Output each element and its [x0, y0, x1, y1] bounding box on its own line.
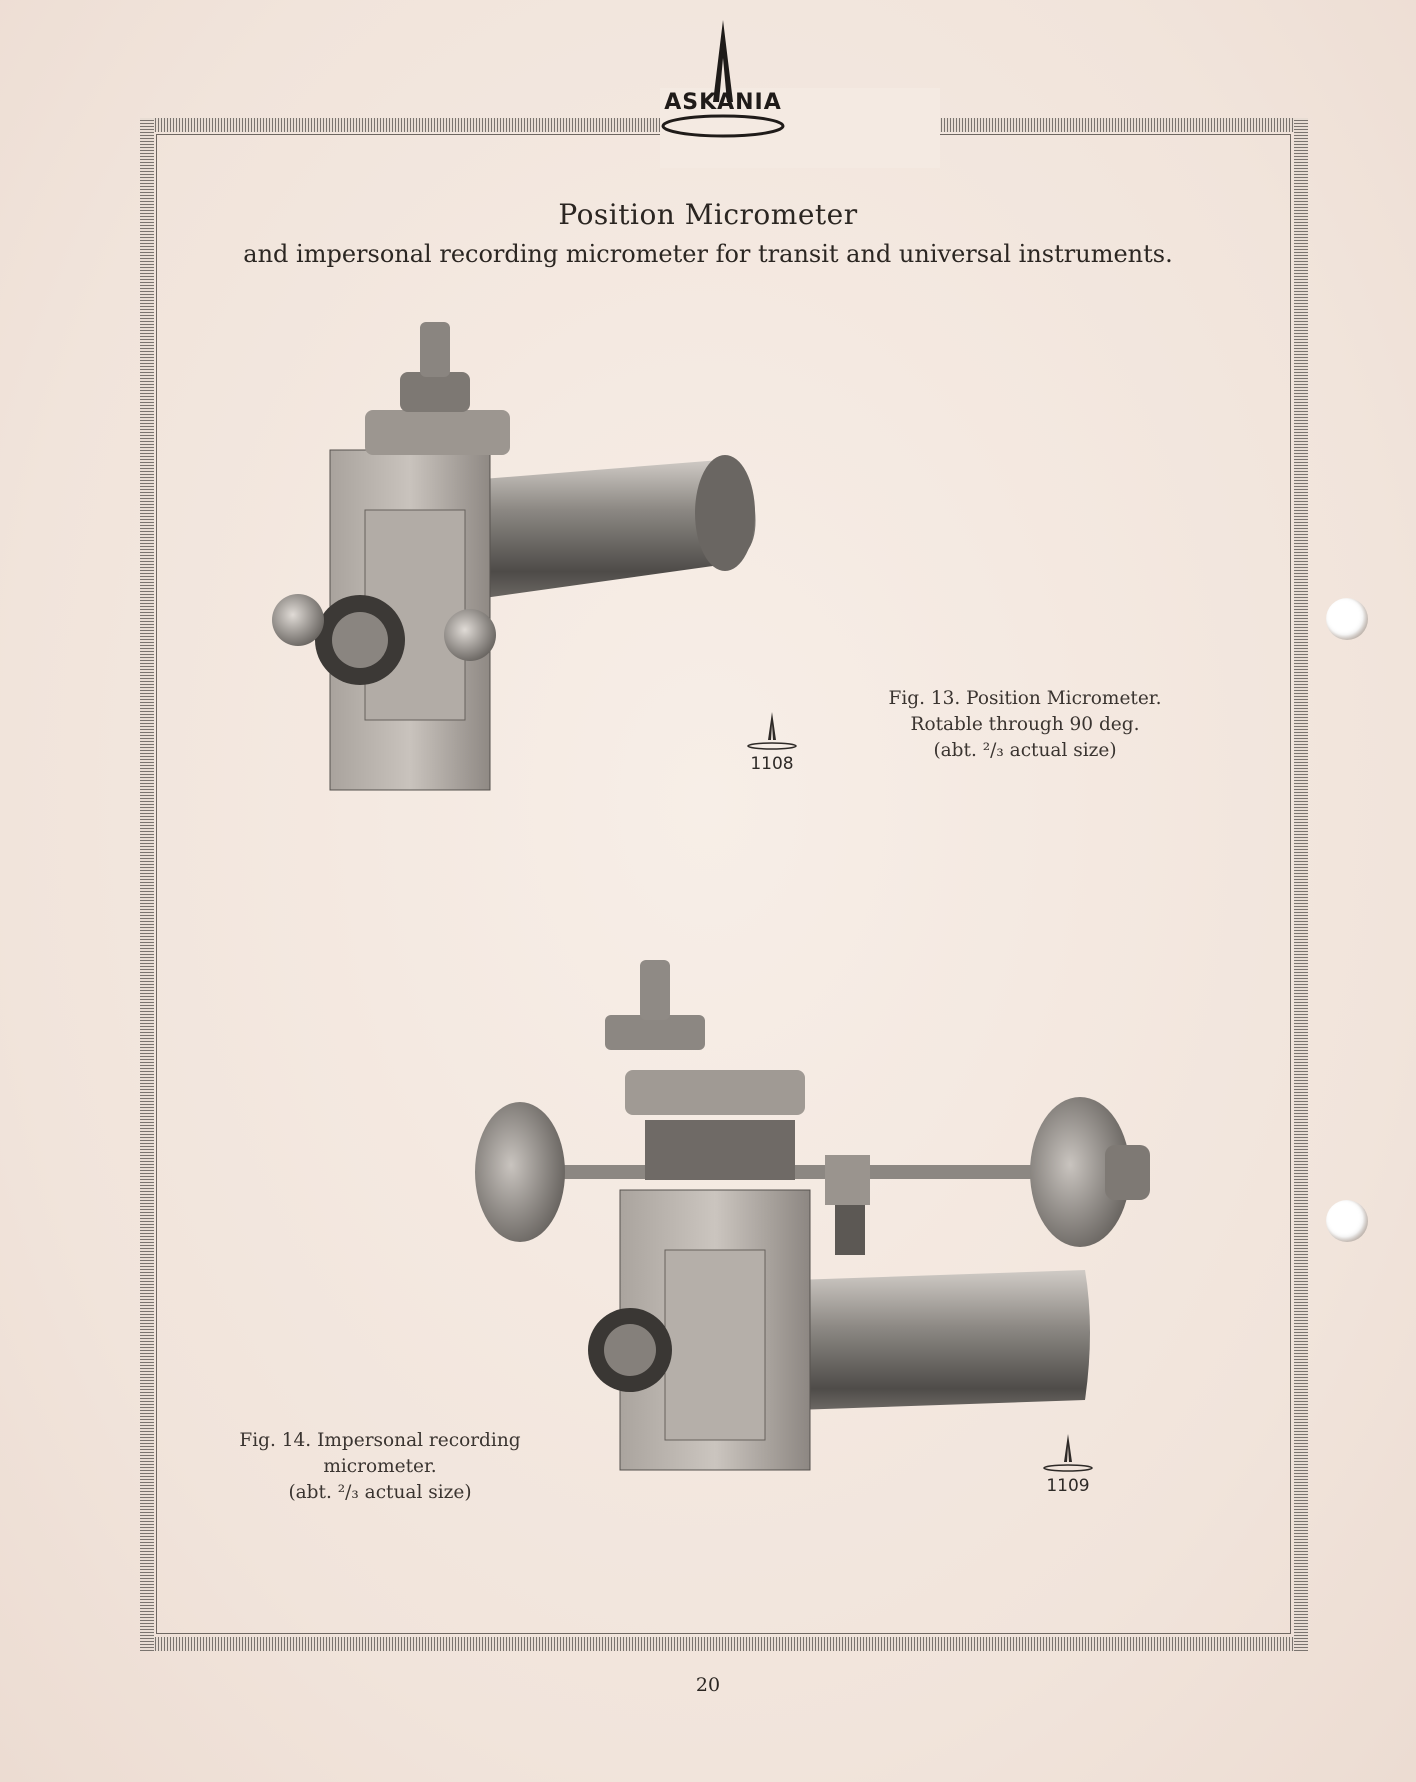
page-title: Position Micrometer: [558, 198, 858, 231]
caption-line: micrometer.: [323, 1456, 437, 1477]
caption-line: Fig. 13. Position Micrometer.: [888, 688, 1162, 709]
askania-logo-icon: [655, 18, 791, 144]
page-number: 20: [695, 1674, 721, 1696]
askania-mark-icon: [740, 710, 804, 776]
figure-13-number: 1108: [750, 754, 794, 774]
caption-line: Fig. 14. Impersonal recording: [239, 1430, 521, 1451]
figure-14-number: 1109: [1046, 1476, 1090, 1496]
caption-line: Rotable through 90 deg.: [910, 714, 1140, 735]
punch-hole-icon: [1326, 1200, 1368, 1242]
figure-14-caption: [215, 1428, 545, 1506]
figure-13-caption: [860, 686, 1190, 764]
caption-line: (abt. ²/₃ actual size): [933, 740, 1117, 761]
logo-text: ASKANIA: [664, 90, 782, 115]
punch-hole-icon: [1326, 598, 1368, 640]
askania-mark-icon: [1036, 1432, 1100, 1498]
page-subtitle: and impersonal recording micrometer for transit and universal instruments.: [243, 240, 1173, 268]
caption-line: (abt. ²/₃ actual size): [288, 1482, 472, 1503]
